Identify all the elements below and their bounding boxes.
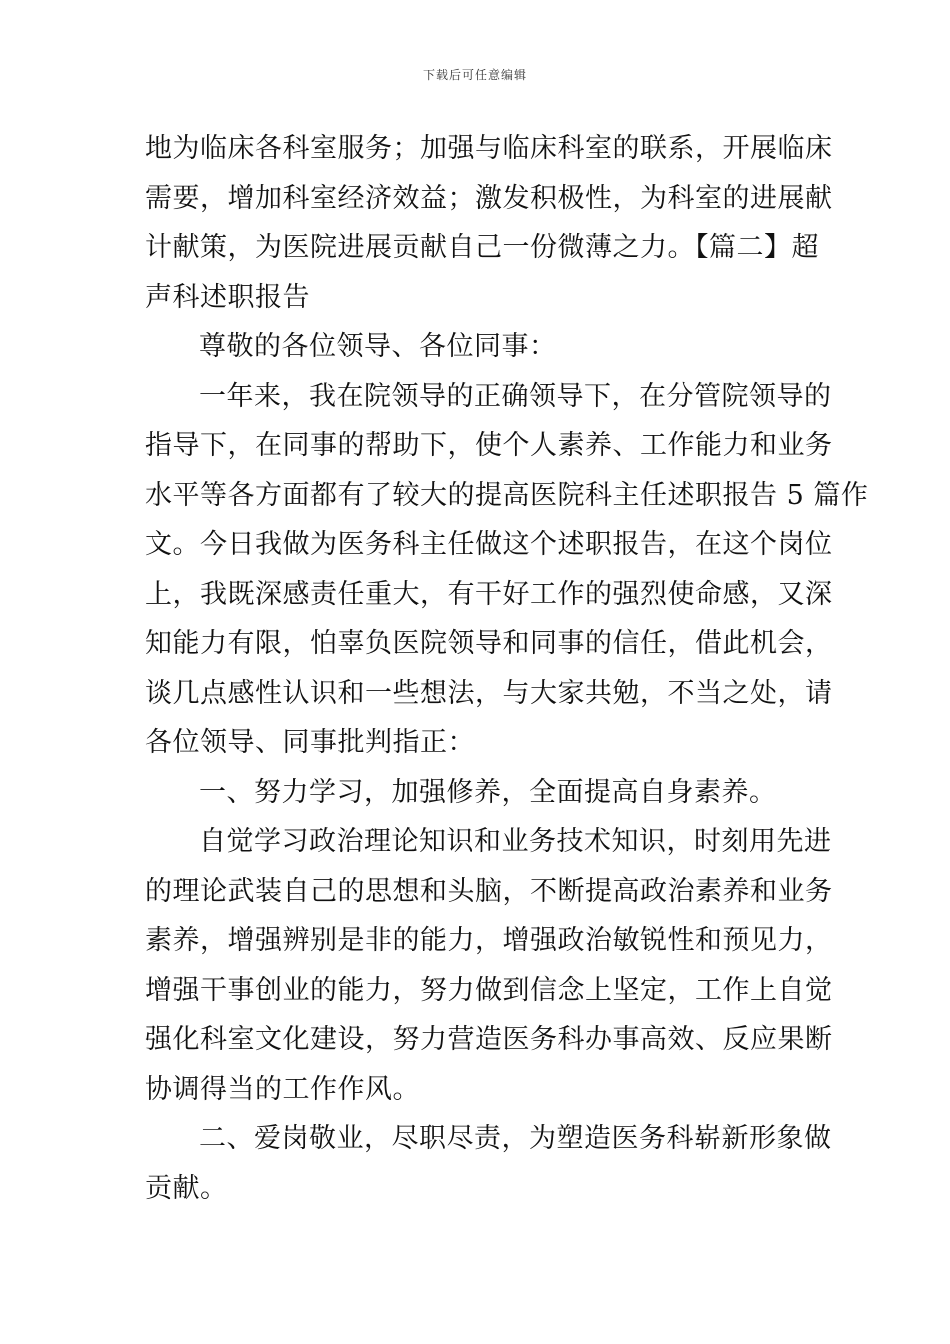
text-line: 谈几点感性认识和一些想法，与大家共勉，不当之处，请 [145, 677, 833, 709]
text-line: 二、爱岗敬业，尽职尽责，为塑造医务科崭新形象做 [199, 1123, 832, 1154]
text-line: 素养，增强辨别是非的能力，增强政治敏锐性和预见力， [145, 925, 833, 956]
text-line: 协调得当的工作作风。 [145, 1073, 420, 1105]
text-line: 文。今日我做为医务科主任做这个述职报告，在这个岗位 [145, 529, 833, 560]
text-line: 各位领导、同事批判指正： [145, 727, 475, 758]
text-line: 声科述职报告 [145, 281, 310, 313]
text-line: 的理论武装自己的思想和头脑，不断提高政治素养和业务 [145, 875, 833, 907]
text-line: 贡献。 [145, 1172, 228, 1204]
text-line: 知能力有限，怕辜负医院领导和同事的信任，借此机会， [145, 628, 833, 659]
text-line: 水平等各方面都有了较大的提高医院科主任述职报告 5 篇作 [145, 479, 869, 511]
document-body [145, 124, 869, 1213]
text-line: 地为临床各科室服务；加强与临床科室的联系，开展临床 [145, 133, 833, 164]
text-line: 尊敬的各位领导、各位同事： [199, 331, 557, 362]
text-line: 一年来，我在院领导的正确领导下，在分管院领导的 [199, 380, 832, 412]
text-line: 增强干事创业的能力，努力做到信念上坚定，工作上自觉 [145, 974, 833, 1006]
text-line: 强化科室文化建设，努力营造医务科办事高效、反应果断 [145, 1024, 833, 1055]
page-header: 下载后可任意编辑 [422, 68, 527, 82]
text-line: 自觉学习政治理论知识和业务技术知识，时刻用先进 [199, 826, 832, 857]
text-line: 计献策，为医院进展贡献自己一份微薄之力。【篇二】超 [145, 232, 819, 263]
text-line: 指导下，在同事的帮助下，使个人素养、工作能力和业务 [145, 430, 833, 461]
text-line: 一、努力学习，加强修养，全面提高自身素养。 [199, 776, 777, 808]
text-line: 需要，增加科室经济效益；激发积极性，为科室的进展献 [145, 182, 833, 214]
text-line: 上，我既深感责任重大，有干好工作的强烈使命感，又深 [145, 578, 833, 610]
